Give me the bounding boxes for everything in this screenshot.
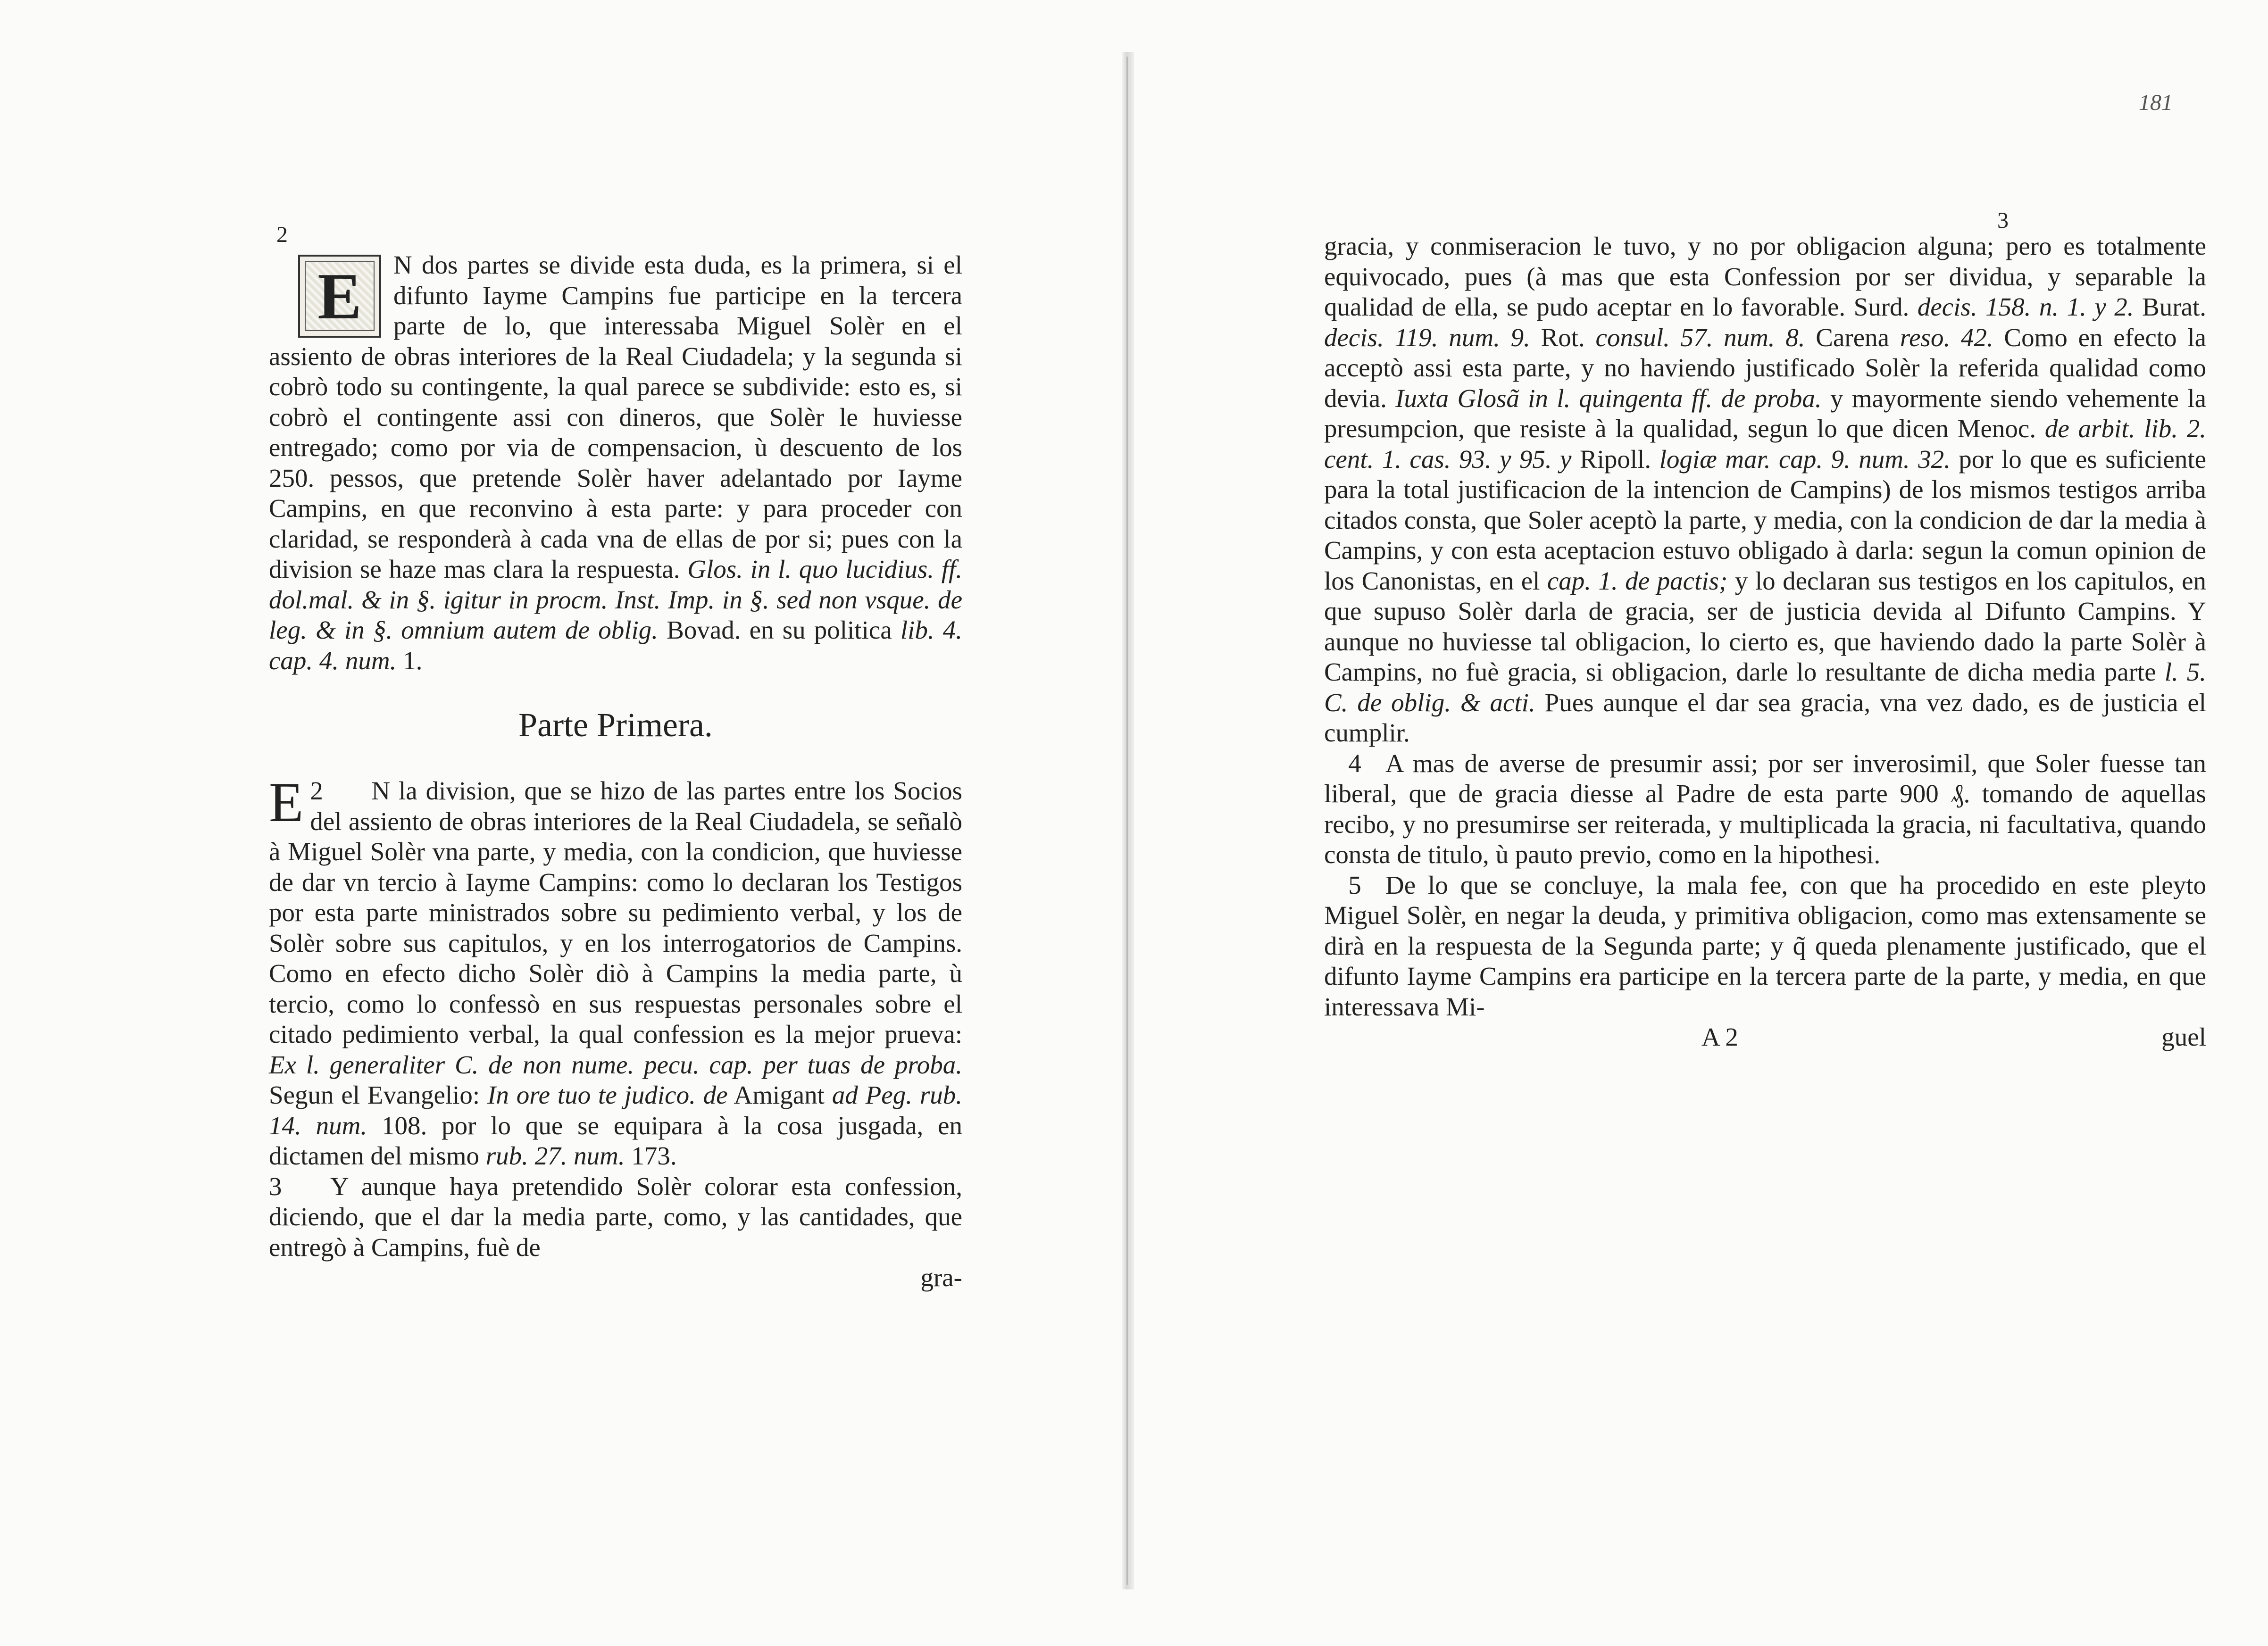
right-page <box>1134 0 2268 1646</box>
paragraph-number: 5 <box>1348 870 1361 899</box>
paragraph-2-citation-c: rub. 27. num. <box>485 1141 625 1170</box>
citation-g: logiæ mar. cap. 9. num. 32. <box>1659 444 1951 474</box>
citation-c: consul. 57. num. 8. <box>1595 323 1805 352</box>
continuation-text-g: Ripoll. <box>1579 444 1651 474</box>
paragraph-2-text: N la division, que se hizo de las partes entre los Socios del assiento de obras interiores de la Real Ciudadela, se señalò à Miguel Solèr vna parte, y media, con la condicion, que huviesse de dar vn tercio à Iayme Campins: como lo declaran los Testigos por esta parte ministrados sobre su pedimiento verbal, y los de Solèr sobre sus capitulos, y en los interrogatorios de Campins. Como en efecto dicho Solèr diò à Campins la media parte, ù tercio, como lo confessò en sus respuestas personales sobre el citado pedimiento verbal, la qual confession es la mejor prueva: <box>269 776 962 1048</box>
citation-a: decis. 158. n. 1. y 2. <box>1917 292 2134 321</box>
continuation-text-d: Carena <box>1816 323 1890 352</box>
paragraph-1-citation-ref: lib. 4. cap. 4. num. <box>269 615 963 675</box>
paragraph-number: 3 <box>269 1172 282 1201</box>
catchword: gra- <box>920 1263 962 1292</box>
paragraph-2-text-c: Amigant <box>734 1081 825 1109</box>
page-number: 3 <box>1997 208 2009 233</box>
paragraph-2-citation-b: ad Peg. rub. 14. num. <box>269 1081 962 1140</box>
continuation-text-h: por lo que es suficiente para la total justificacion de la intencion de Campins) de los mismos testigos arriba citados consta, que Soler aceptò la parte, y media, con la condicion de dar la media à Campins, y con esta aceptacion estuvo obligado à darla: segun la comun opinion de los Canonistas, en el <box>1324 444 2207 595</box>
paragraph-1-citation-end: 1. <box>403 646 423 675</box>
paragraph-5-text: De lo que se concluye, la mala fee, con que ha procedido en este pleyto Miguel Solèr, en negar la deuda, y primitiva obligacion, como mas extensamente se dirà en la respuesta de la Segunda parte; y q̃ queda plenamente justificado, que el difunto Iayme Campins era participe en la tercera parte de la parte, y media, en que interessava Mi- <box>1324 870 2206 1021</box>
book-gutter <box>1122 52 1134 1589</box>
paragraph-2-text-e: 173. <box>631 1141 677 1170</box>
continuation-text-b: Burat. <box>2142 292 2207 321</box>
citation-e: Iuxta Glosã in l. quingenta ff. de proba. <box>1395 383 1822 413</box>
large-initial: E <box>269 771 304 833</box>
section-heading: Parte Primera. <box>518 706 713 744</box>
paragraph-2-text-d: 108. por lo que se equipara à la cosa jusgada, en dictamen del mismo <box>269 1111 963 1170</box>
paragraph-2 <box>269 771 963 1172</box>
gutter-shadow-line <box>1126 57 1128 1585</box>
footer-line <box>1324 1022 2206 1053</box>
paragraph-number: 4 <box>1348 748 1361 778</box>
signature-mark: A 2 <box>1701 1023 1738 1051</box>
page-number: 2 <box>276 222 288 247</box>
citation-h: cap. 1. de pactis; <box>1547 566 1728 595</box>
continuation-text-e: Como en efecto la acceptò assi esta parte, y no haviendo justificado Solèr la referida qualidad como devia. <box>1324 323 2207 413</box>
citation-d: reso. 42. <box>1900 323 1993 352</box>
paragraph-1 <box>269 250 962 676</box>
paragraph-1-citation-author: Bovad. en su politica <box>667 615 892 644</box>
left-page <box>0 0 1123 1646</box>
continuation-text-c: Rot. <box>1541 323 1585 352</box>
initial-letter: E <box>317 260 362 333</box>
paragraph-2-quote: In ore tuo te judico. de <box>487 1081 728 1109</box>
ornamental-initial <box>298 255 381 338</box>
paragraph-4 <box>1324 748 2206 870</box>
paragraph-4-text: A mas de averse de presumir assi; por ser inverosimil, que Soler fuesse tan liberal, que de gracia diesse al Padre de esta parte 900 ₰. tomando de aquellas recibo, y no presumirse ser reiterada, y multiplicada la gracia, ni facultativa, quando consta de titulo, ù pauto previo, como en la hipothesi. <box>1324 748 2206 869</box>
continuation-paragraph <box>1324 231 2206 748</box>
continuation-text-i: y lo declaran sus testigos en los capitulos, en que supuso Solèr darla de gracia, ser de justicia devida al Difunto Campins. Y aunque no huviesse tal obligacion, lo cierto es, que haviendo dado la parte Solèr à Campins, no fuè gracia, si obligacion, darle lo resultante de dicha media parte <box>1324 566 2207 686</box>
continuation-text-f: y mayormente siendo vehemente la presumpcion, que resiste à la qualidad, segun lo que dicen Menoc. <box>1324 383 2207 443</box>
paragraph-5 <box>1324 870 2206 1023</box>
paragraph-2-citation: Ex l. generaliter C. de non nume. pecu. cap. per tuas de proba. <box>269 1050 962 1079</box>
paragraph-number: 2 <box>310 776 323 805</box>
catchword: guel <box>2161 1023 2206 1051</box>
paragraph-1-citation: Glos. in l. quo lucidius. ff. dol.mal. & in §. igitur in procm. Inst. Imp. in §. sed non vsque. de leg. & in §. omnium autem de oblig. <box>269 555 963 644</box>
citation-i: l. 5. C. de oblig. & acti. <box>1324 657 2207 717</box>
paragraph-1-text: N dos partes se divide esta duda, es la primera, si el difunto Iayme Campins fue participe en la tercera parte de lo, que interessaba Miguel Solèr en el assiento de obras interiores de la Real Ciudadela; y la segunda si cobrò todo su contingente, la qual parece se subdivide: esto es, si cobrò el contingente assi con dineros, que Solèr le huviesse entregado; como por via de compensacion, ù descuento de los 250. pessos, que pretende Solèr haver adelantado por Iayme Campins, en que reconvino à esta parte: y para proceder con claridad, se responderà à cada vna de ellas de por si; pues con la division se haze mas clara la respuesta. <box>269 250 962 583</box>
paragraph-3-text: Y aunque haya pretendido Solèr colorar esta confession, diciendo, que el dar la media parte, como, y las cantidades, que entregò à Campins, fuè de <box>269 1172 962 1262</box>
paragraph-3 <box>269 1172 962 1263</box>
continuation-text-a: gracia, y conmiseracion le tuvo, y no por obligacion alguna; pero es totalmente equivocado, pues (à mas que esta Confession por ser dividua, y separable la qualidad de ella, se pudo aceptar en lo favorable. Surd. <box>1324 232 2206 321</box>
citation-f: de arbit. lib. 2. cent. 1. cas. 93. y 95. y <box>1324 414 2206 474</box>
left-page-text <box>269 250 962 1293</box>
right-page-text <box>1324 231 2206 1053</box>
continuation-text-j: Pues aunque el dar sea gracia, vna vez dado, es de justicia el cumplir. <box>1324 688 2207 747</box>
citation-b: decis. 119. num. 9. <box>1324 323 1530 352</box>
folio-number: 181 <box>2139 90 2173 115</box>
paragraph-2-text-b: Segun el Evangelio: <box>269 1081 480 1109</box>
